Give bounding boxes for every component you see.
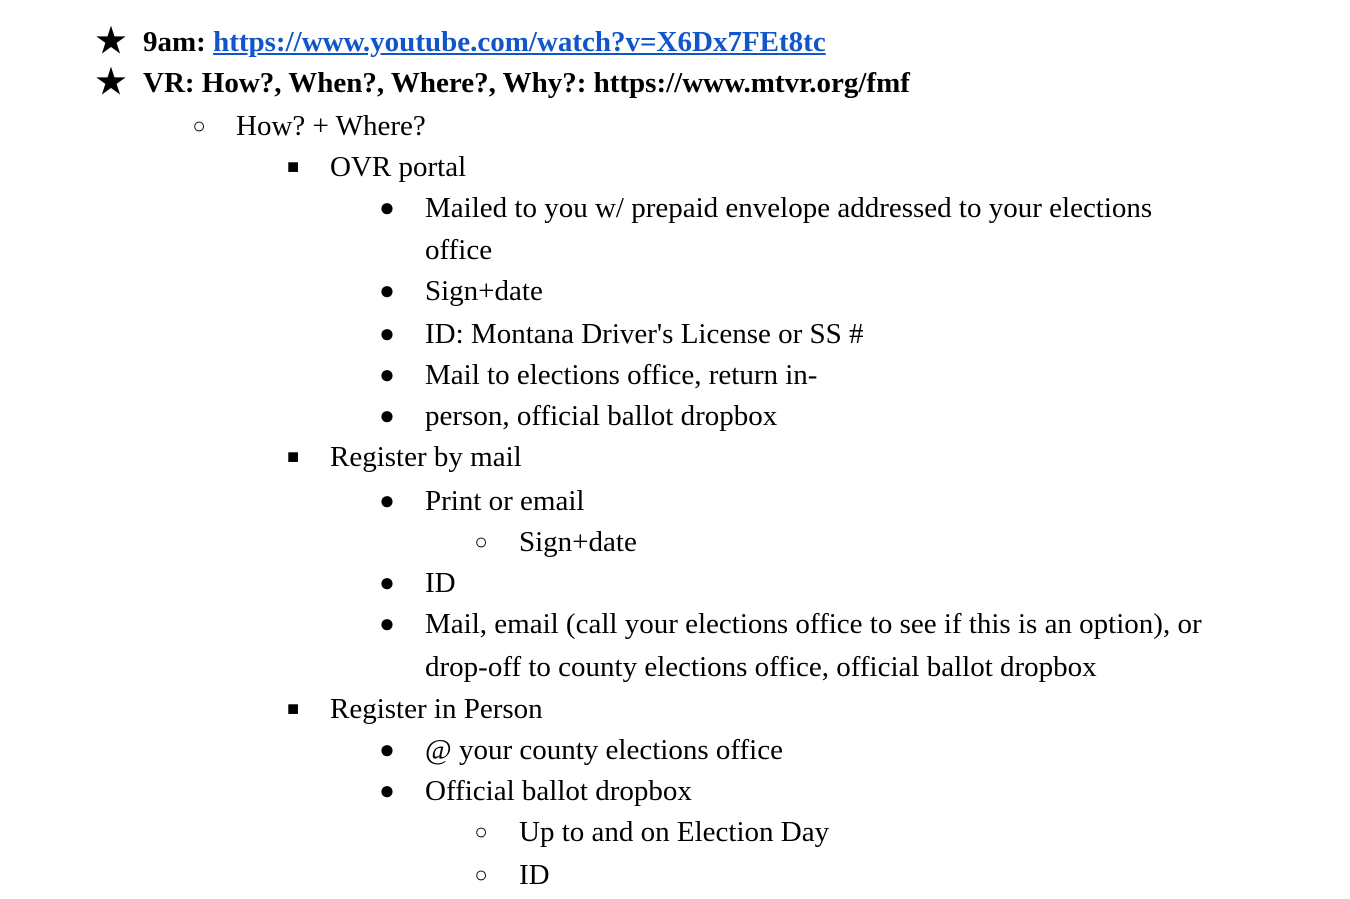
disc-bullet-icon: ● <box>379 401 395 430</box>
item-label: 9am: <box>143 26 214 58</box>
item-label: drop-off to county elections office, official ballot dropbox <box>425 651 1097 683</box>
item-label: Sign+date <box>519 526 637 558</box>
item-label: Up to and on Election Day <box>519 816 830 848</box>
item-label: How? + Where? <box>236 110 426 142</box>
square-bullet-icon: ■ <box>286 446 300 468</box>
item-label: Print or email <box>425 485 585 517</box>
disc-bullet-icon: ● <box>379 193 395 222</box>
item-label: ID: Montana Driver's License or SS # <box>425 318 864 350</box>
item-label: Mailed to you w/ prepaid envelope addressed to your elections <box>425 192 1153 224</box>
disc-bullet-icon: ● <box>379 776 395 805</box>
item-label: office <box>425 234 493 266</box>
disc-bullet-icon: ● <box>379 735 395 764</box>
item-label: Register in Person <box>330 693 543 725</box>
circle-bullet-icon: ○ <box>474 819 488 844</box>
circle-bullet-icon: ○ <box>474 862 488 887</box>
circle-bullet-icon: ○ <box>192 113 206 138</box>
item-label: ID <box>519 859 550 891</box>
square-bullet-icon: ■ <box>286 698 300 720</box>
square-bullet-icon: ■ <box>286 156 300 178</box>
item-label: Register by mail <box>330 441 522 473</box>
item-label: @ your county elections office <box>425 734 783 766</box>
circle-bullet-icon: ○ <box>474 529 488 554</box>
item-label: Official ballot dropbox <box>425 775 692 807</box>
item-label: Mail, email (call your elections office to see if this is an option), or <box>425 608 1202 640</box>
disc-bullet-icon: ● <box>379 609 395 638</box>
item-label: ID <box>425 567 456 599</box>
star-bullet-icon: ★ <box>95 23 127 60</box>
item-label: Sign+date <box>425 275 543 307</box>
disc-bullet-icon: ● <box>379 276 395 305</box>
item-label: person, official ballot dropbox <box>425 400 778 432</box>
item-label: VR: How?, When?, Where?, Why?: https://www.mtvr.org/fmf <box>143 67 910 99</box>
item-label: OVR portal <box>330 151 467 183</box>
item-label: Mail to elections office, return in- <box>425 359 818 391</box>
disc-bullet-icon: ● <box>379 486 395 515</box>
disc-bullet-icon: ● <box>379 360 395 389</box>
youtube-link[interactable]: https://www.youtube.com/watch?v=X6Dx7FEt8tc <box>213 26 826 58</box>
star-bullet-icon: ★ <box>95 64 127 101</box>
disc-bullet-icon: ● <box>379 319 395 348</box>
disc-bullet-icon: ● <box>379 568 395 597</box>
